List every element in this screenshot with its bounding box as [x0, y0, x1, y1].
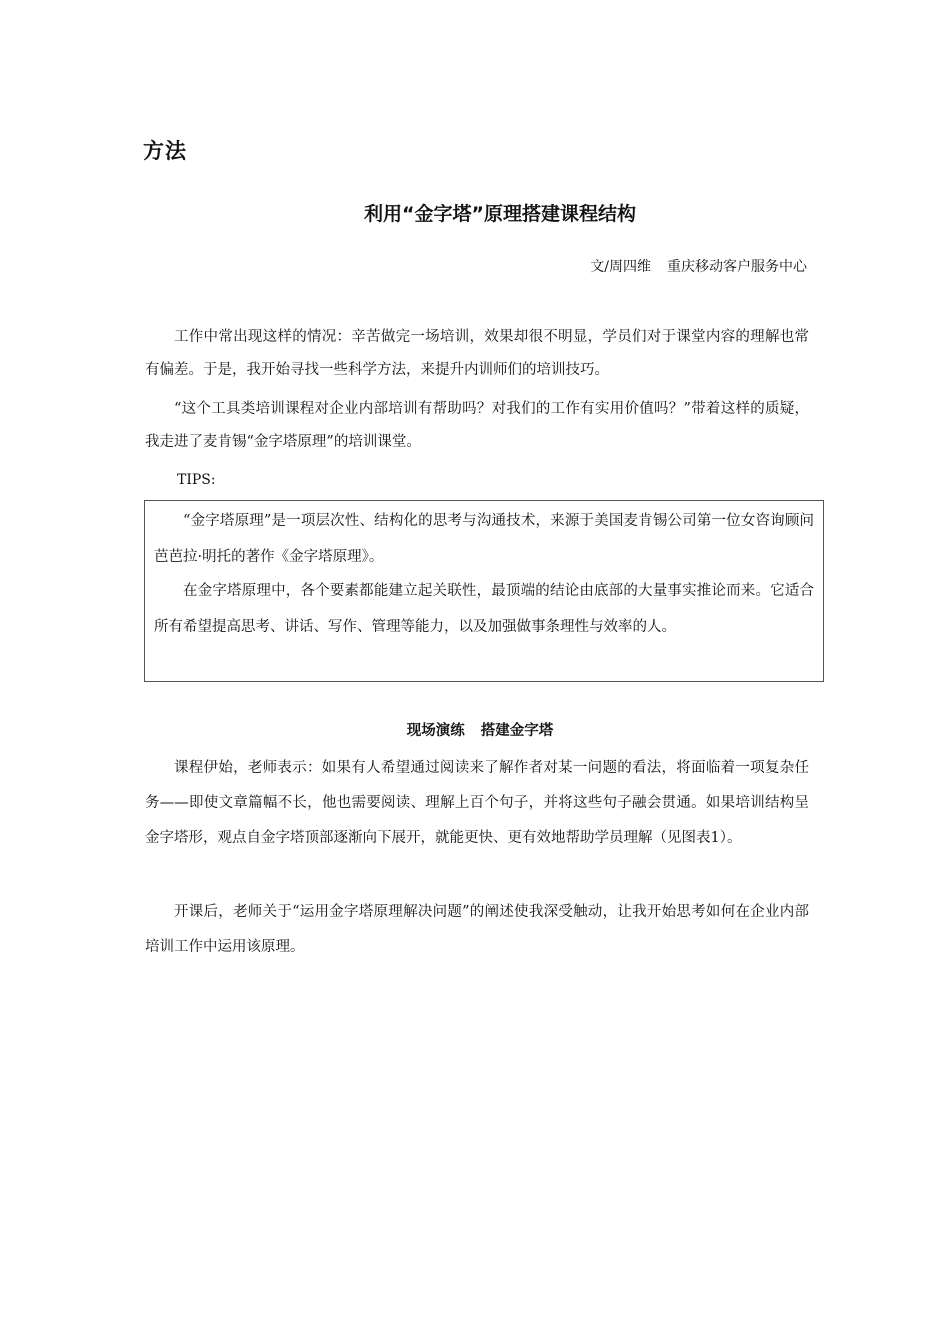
section-label: 方法 [143, 139, 187, 163]
intro-paragraph: “这个工具类培训课程对企业内部培训有帮助吗？对我们的工作有实用价值吗？”带着这样的质疑，我走进了麦肯锡“金字塔原理”的培训课堂。 [145, 401, 809, 450]
tips-box [144, 500, 824, 682]
intro-paragraph: 工作中常出现这样的情况：辛苦做完一场培训，效果却很不明显，学员们对于课堂内容的理解也常有偏差。于是，我开始寻找一些科学方法，来提升内训师们的培训技巧。 [145, 329, 809, 378]
tips-label: TIPS: [177, 472, 216, 488]
byline-author: 文/周四维 [590, 259, 651, 275]
body-paragraph: 课程伊始，老师表示：如果有人希望通过阅读来了解作者对某一问题的看法，将面临着一项复杂任务——即使文章篇幅不长，他也需要阅读、理解上百个句子，并将这些句子融会贯通。如果培训结构呈金字塔形，观点自金字塔顶部逐渐向下展开，就能更快、更有效地帮助学员理解（见图表1）。 [145, 760, 809, 846]
subheading-part2: 搭建金字塔 [480, 723, 554, 739]
subheading-part1: 现场演练 [406, 723, 465, 739]
subheading [330, 716, 630, 746]
body-paragraph: 开课后，老师关于“运用金字塔原理解决问题”的阐述使我深受触动，让我开始思考如何在企业内部培训工作中运用该原理。 [145, 904, 809, 955]
byline-organization: 重庆移动客户服务中心 [667, 259, 807, 275]
article-title: 利用“金字塔”原理搭建课程结构 [364, 203, 636, 225]
tips-paragraph: 在金字塔原理中，各个要素都能建立起关联性，最顶端的结论由底部的大量事实推论而来。它适合所有希望提高思考、讲话、写作、管理等能力，以及加强做事条理性与效率的人。 [154, 583, 814, 635]
byline [420, 255, 807, 279]
tips-paragraph: “金字塔原理”是一项层次性、结构化的思考与沟通技术，来源于美国麦肯锡公司第一位女咨询顾问芭芭拉·明托的著作《金字塔原理》。 [154, 513, 814, 565]
